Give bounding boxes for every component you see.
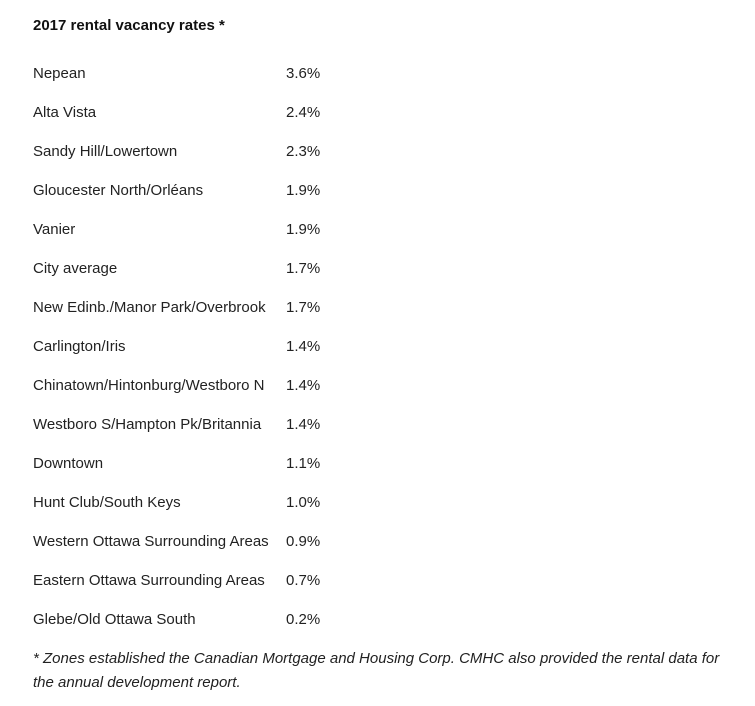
- rate-cell: 0.2%: [286, 611, 321, 628]
- zone-cell: Chinatown/Hintonburg/Westboro N: [33, 377, 265, 394]
- zone-cell: Downtown: [33, 455, 104, 472]
- table-row: [33, 522, 366, 561]
- zone-cell: City average: [33, 260, 118, 277]
- zone-cell: Sandy Hill/Lowertown: [33, 143, 178, 160]
- rate-cell: 2.4%: [286, 104, 321, 121]
- vacancy-rates-table: [33, 54, 366, 639]
- rate-cell: 0.9%: [286, 533, 321, 550]
- table-row: [33, 54, 366, 93]
- table-title: 2017 rental vacancy rates *: [33, 17, 225, 34]
- zone-cell: Western Ottawa Surrounding Areas: [33, 533, 269, 550]
- zone-cell: Gloucester North/Orléans: [33, 182, 204, 199]
- table-row: [33, 600, 366, 639]
- zone-cell: Glebe/Old Ottawa South: [33, 611, 196, 628]
- table-row: [33, 249, 366, 288]
- table-row: [33, 132, 366, 171]
- table-row: [33, 483, 366, 522]
- table-row: [33, 405, 366, 444]
- rate-cell: 1.9%: [286, 182, 321, 199]
- rate-cell: 1.1%: [286, 455, 321, 472]
- table-row: [33, 288, 366, 327]
- zone-cell: Eastern Ottawa Surrounding Areas: [33, 572, 265, 589]
- rate-cell: 1.0%: [286, 494, 321, 511]
- rate-cell: 3.6%: [286, 65, 321, 82]
- rate-cell: 1.4%: [286, 338, 321, 355]
- zone-cell: New Edinb./Manor Park/Overbrook: [33, 299, 266, 316]
- table-row: [33, 210, 366, 249]
- table-row: [33, 93, 366, 132]
- rate-cell: 1.7%: [286, 260, 321, 277]
- zone-cell: Alta Vista: [33, 104, 97, 121]
- table-row: [33, 171, 366, 210]
- zone-cell: Westboro S/Hampton Pk/Britannia: [33, 416, 262, 433]
- article-content: [33, 14, 733, 695]
- zone-cell: Vanier: [33, 221, 76, 238]
- table-row: [33, 444, 366, 483]
- zone-cell: Nepean: [33, 65, 86, 82]
- footnote: * Zones established the Canadian Mortgage and Housing Corp. CMHC also provided the rental data for the annual development report.: [33, 650, 720, 691]
- table-row: [33, 561, 366, 600]
- rate-cell: 1.7%: [286, 299, 321, 316]
- zone-cell: Carlington/Iris: [33, 338, 126, 355]
- rate-cell: 1.4%: [286, 416, 321, 433]
- table-row: [33, 366, 366, 405]
- rate-cell: 1.9%: [286, 221, 321, 238]
- rate-cell: 1.4%: [286, 377, 321, 394]
- rate-cell: 2.3%: [286, 143, 321, 160]
- zone-cell: Hunt Club/South Keys: [33, 494, 181, 511]
- table-row: [33, 327, 366, 366]
- rate-cell: 0.7%: [286, 572, 321, 589]
